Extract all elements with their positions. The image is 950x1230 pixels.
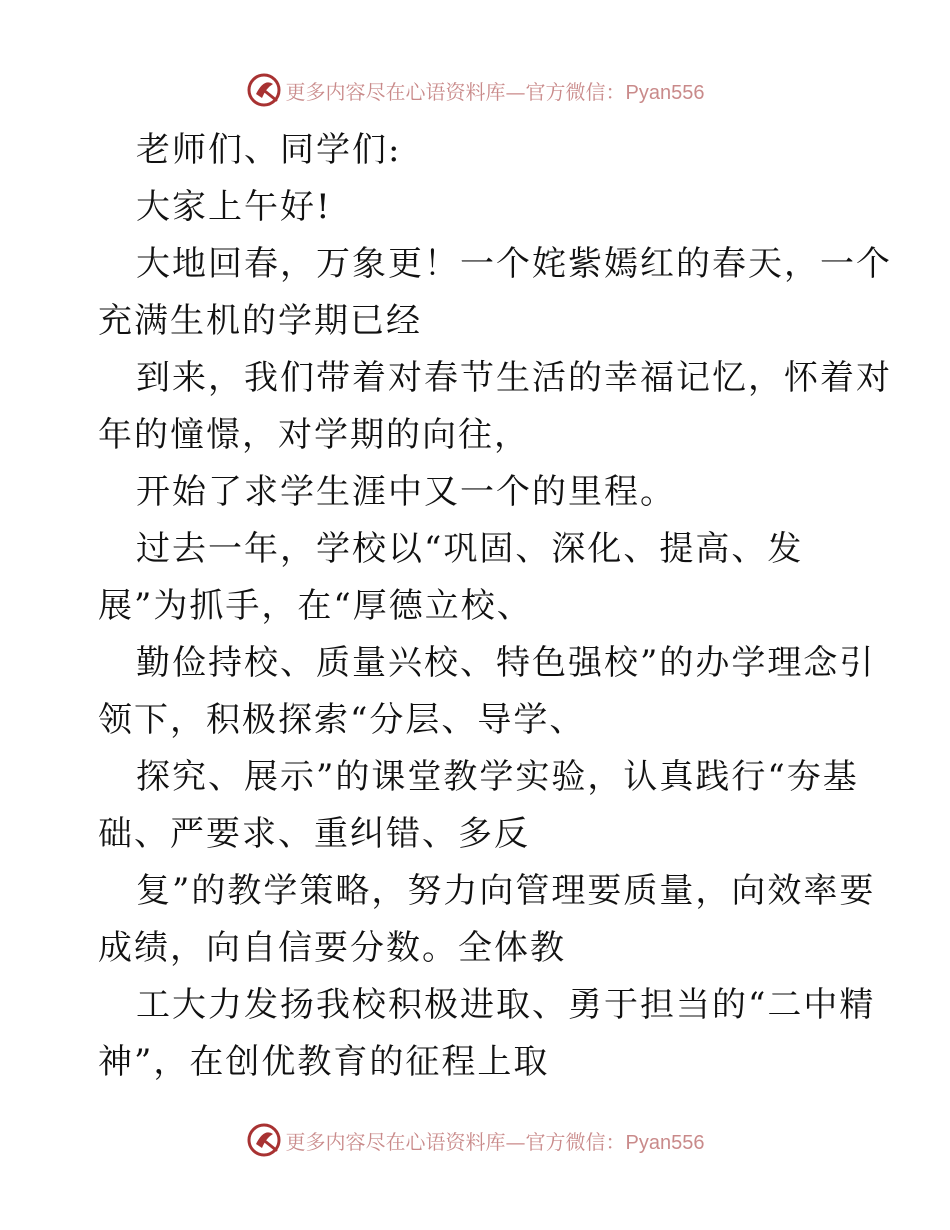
text-line: 到来，我们带着对春节生活的幸福记忆，怀着对 <box>136 358 892 398</box>
footer-banner <box>0 1120 950 1160</box>
text-line: 勤俭持校、质量兴校、特色强校”的办学理念引 <box>136 643 876 683</box>
text-line: 工大力发扬我校积极进取、勇于担当的“二中精 <box>136 985 876 1025</box>
text-line: 神”，在创优教育的征程上取 <box>98 1042 550 1082</box>
text-line: 展”为抓手，在“厚德立校、 <box>98 586 533 626</box>
text-line: 过去一年，学校以“巩固、深化、提高、发 <box>136 529 804 569</box>
text-line: 础、严要求、重纠错、多反 <box>98 814 530 854</box>
text-line: 年的憧憬，对学期的向往， <box>98 415 530 455</box>
banner-text: 更多内容尽在心语资料库—官方微信：Pyan556 <box>285 79 705 104</box>
text-line: 成绩，向自信要分数。全体教 <box>98 928 566 968</box>
header-banner <box>0 70 950 110</box>
text-line: 大地回春，万象更！一个姹紫嫣红的春天，一个 <box>136 244 892 284</box>
document-body <box>98 122 892 1091</box>
text-line: 开始了求学生涯中又一个的里程。 <box>136 472 676 512</box>
text-line: 大家上午好! <box>136 187 332 227</box>
text-line: 探究、展示”的课堂教学实验，认真践行“夯基 <box>136 757 859 797</box>
text-line: 充满生机的学期已经 <box>98 301 422 341</box>
logo-icon <box>246 1122 282 1158</box>
text-line: 复”的教学策略，努力向管理要质量，向效率要 <box>136 871 876 911</box>
logo-icon <box>246 72 282 108</box>
text-line: 老师们、同学们: <box>136 130 402 170</box>
banner-text: 更多内容尽在心语资料库—官方微信：Pyan556 <box>285 1129 705 1154</box>
text-line: 领下，积极探索“分层、导学、 <box>98 700 586 740</box>
